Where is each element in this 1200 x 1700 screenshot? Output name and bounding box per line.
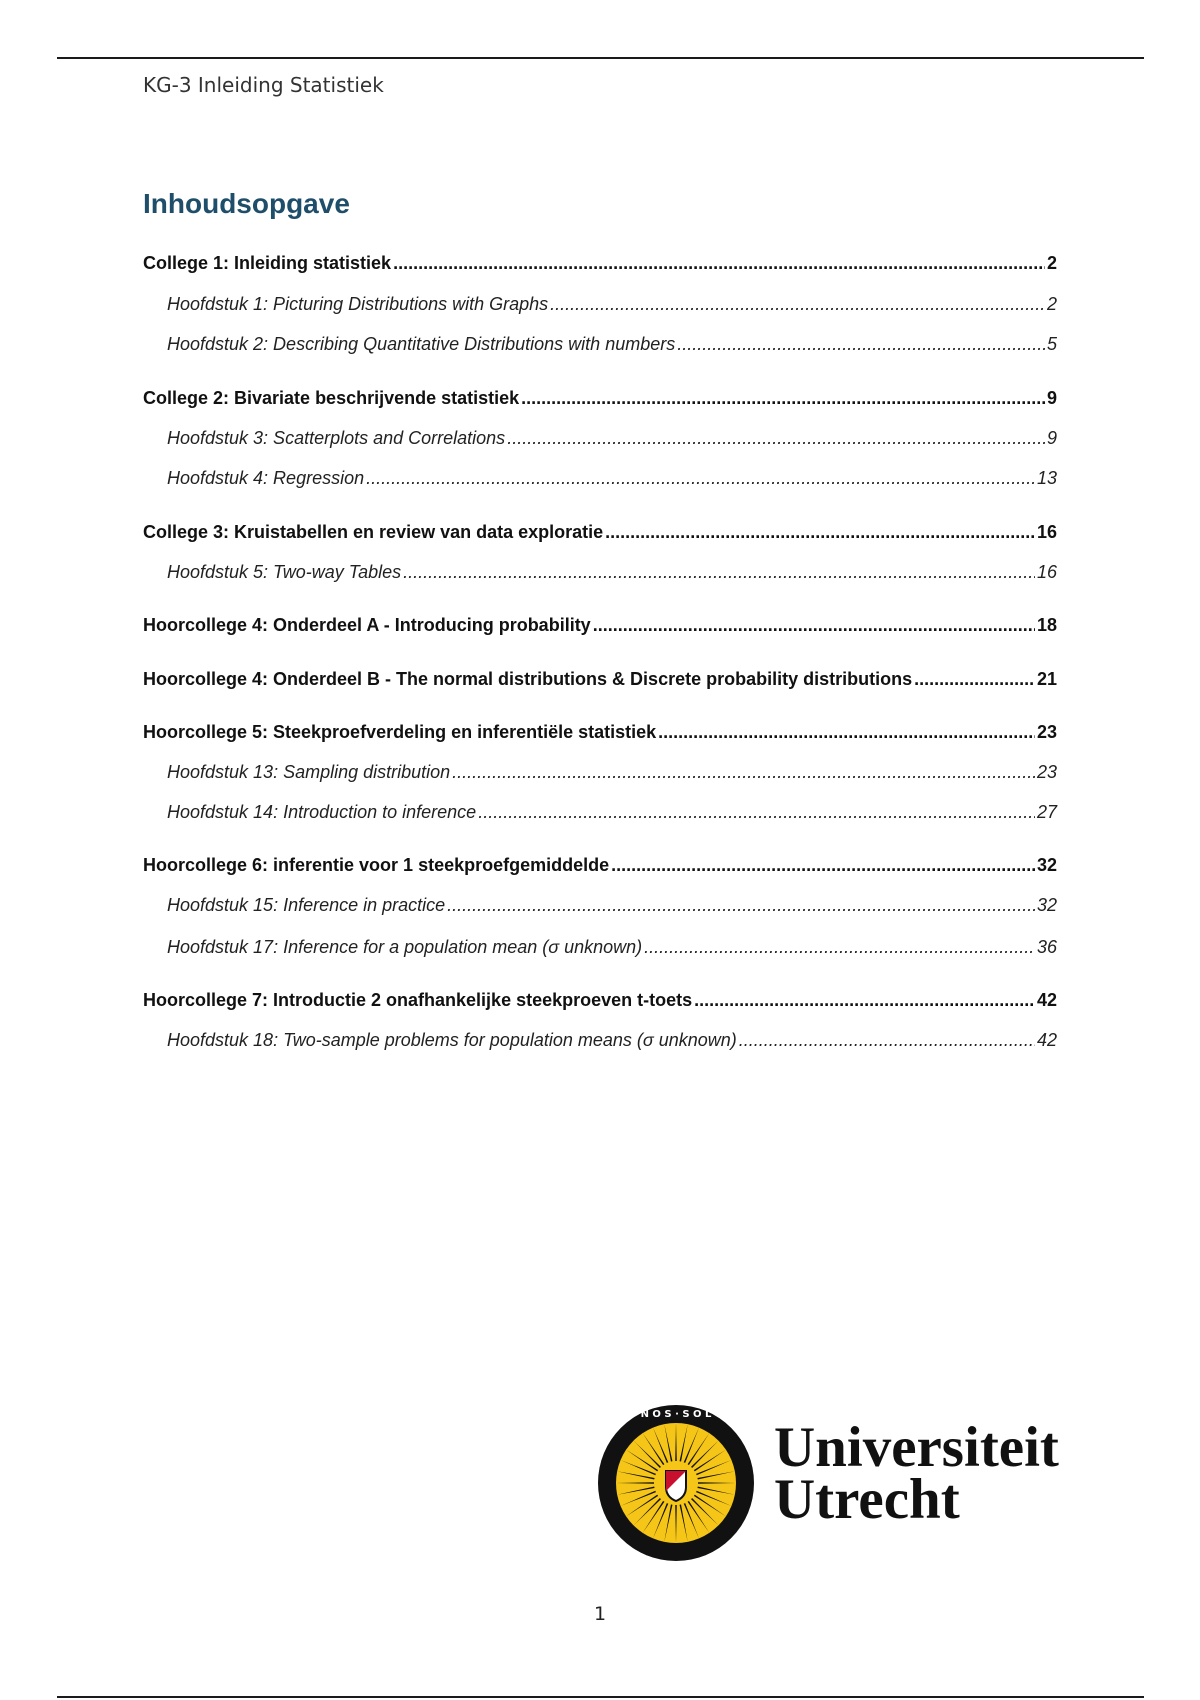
toc-leader-dots	[605, 522, 1035, 543]
footer-rule	[57, 1696, 1144, 1698]
toc-entry[interactable]	[167, 802, 1057, 823]
svg-text:N O S · S O L: N O S · S O L	[640, 1409, 712, 1420]
toc-entry-label: Hoofdstuk 1: Picturing Distributions with Graphs	[167, 294, 549, 314]
toc-entry[interactable]	[167, 1030, 1057, 1051]
toc-entry[interactable]	[167, 937, 1057, 958]
toc-entry-page: 9	[1046, 428, 1057, 448]
toc-leader-dots	[447, 895, 1035, 916]
toc-leader-dots	[658, 722, 1035, 743]
toc-entry-label: Hoofdstuk 18: Two-sample problems for population means (σ unknown)	[167, 1030, 737, 1050]
toc-entry-page: 9	[1046, 388, 1057, 408]
toc-leader-dots	[739, 1030, 1035, 1051]
toc-entry[interactable]	[167, 762, 1057, 783]
toc-entry[interactable]	[167, 294, 1057, 315]
toc-leader-dots	[550, 294, 1045, 315]
toc-entry-page: 42	[1036, 1030, 1057, 1050]
toc-leader-dots	[677, 334, 1045, 355]
toc-entry-label: College 2: Bivariate beschrijvende statistiek	[143, 388, 520, 408]
toc-entry[interactable]	[143, 722, 1057, 743]
toc-entry[interactable]	[143, 522, 1057, 543]
document-header: KG-3 Inleiding Statistiek	[143, 73, 384, 97]
toc-leader-dots	[393, 253, 1045, 274]
toc-entry-label: Hoorcollege 7: Introductie 2 onafhankelijke steekproeven t-toets	[143, 990, 693, 1010]
university-seal-icon	[596, 1403, 756, 1563]
toc-entry-page: 23	[1036, 762, 1057, 782]
toc-entry[interactable]	[143, 669, 1057, 690]
toc-entry-page: 32	[1036, 895, 1057, 915]
toc-entry-label: Hoofdstuk 15: Inference in practice	[167, 895, 446, 915]
toc-entry-page: 18	[1036, 615, 1057, 635]
toc-entry-page: 16	[1036, 562, 1057, 582]
toc-heading: Inhoudsopgave	[143, 188, 350, 219]
toc-leader-dots	[507, 428, 1045, 449]
toc-entry[interactable]	[143, 253, 1057, 274]
toc-entry[interactable]	[143, 855, 1057, 876]
toc-leader-dots	[694, 990, 1035, 1011]
university-logo	[596, 1400, 1116, 1565]
toc-leader-dots	[452, 762, 1035, 783]
toc-entry-page: 2	[1046, 253, 1057, 273]
toc-entry-page: 23	[1036, 722, 1057, 742]
toc-entry-page: 2	[1046, 294, 1057, 314]
toc-entry-label: Hoorcollege 5: Steekproefverdeling en inferentiële statistiek	[143, 722, 657, 742]
toc-entry[interactable]	[167, 895, 1057, 916]
toc-leader-dots	[914, 669, 1035, 690]
toc-entry-label: Hoofdstuk 17: Inference for a population mean (σ unknown)	[167, 937, 643, 957]
toc-leader-dots	[403, 562, 1035, 583]
toc-entry-page: 13	[1036, 468, 1057, 488]
toc-entry-label: Hoofdstuk 3: Scatterplots and Correlations	[167, 428, 506, 448]
page-number: 1	[593, 1603, 607, 1625]
toc-entry-label: Hoofdstuk 14: Introduction to inference	[167, 802, 477, 822]
toc-leader-dots	[478, 802, 1035, 823]
toc-entry-label: Hoorcollege 4: Onderdeel B - The normal distributions & Discrete probability distributions	[143, 669, 913, 689]
toc-entry-label: College 1: Inleiding statistiek	[143, 253, 392, 273]
toc-entry-label: Hoofdstuk 2: Describing Quantitative Distributions with numbers	[167, 334, 676, 354]
toc-entry-label: Hoofdstuk 5: Two-way Tables	[167, 562, 402, 582]
toc-leader-dots	[366, 468, 1035, 489]
toc-leader-dots	[611, 855, 1035, 876]
toc-entry-page: 36	[1036, 937, 1057, 957]
toc-entry-label: Hoorcollege 6: inferentie voor 1 steekproefgemiddelde	[143, 855, 610, 875]
wordmark-line-2: Utrecht	[774, 1468, 960, 1531]
toc-leader-dots	[521, 388, 1045, 409]
toc-entry[interactable]	[167, 428, 1057, 449]
toc-entry[interactable]	[143, 615, 1057, 636]
header-rule	[57, 57, 1144, 59]
toc-entry-page: 27	[1036, 802, 1057, 822]
toc-entry[interactable]	[143, 388, 1057, 409]
toc-entry[interactable]	[167, 334, 1057, 355]
toc-entry-label: Hoorcollege 4: Onderdeel A - Introducing probability	[143, 615, 591, 635]
toc-entry-page: 5	[1046, 334, 1057, 354]
toc-leader-dots	[644, 937, 1035, 958]
wordmark-line-1: Universiteit	[774, 1416, 1059, 1479]
toc-entry-label: Hoofdstuk 13: Sampling distribution	[167, 762, 451, 782]
toc-entry[interactable]	[167, 562, 1057, 583]
toc-entry-label: College 3: Kruistabellen en review van data exploratie	[143, 522, 604, 542]
toc-entry-page: 42	[1036, 990, 1057, 1010]
university-wordmark	[774, 1416, 1059, 1531]
toc-entry[interactable]	[167, 468, 1057, 489]
toc-entry[interactable]	[143, 990, 1057, 1011]
toc-leader-dots	[593, 615, 1035, 636]
toc-entry-page: 21	[1036, 669, 1057, 689]
toc-entry-page: 32	[1036, 855, 1057, 875]
toc-entry-label: Hoofdstuk 4: Regression	[167, 468, 365, 488]
toc-entry-page: 16	[1036, 522, 1057, 542]
